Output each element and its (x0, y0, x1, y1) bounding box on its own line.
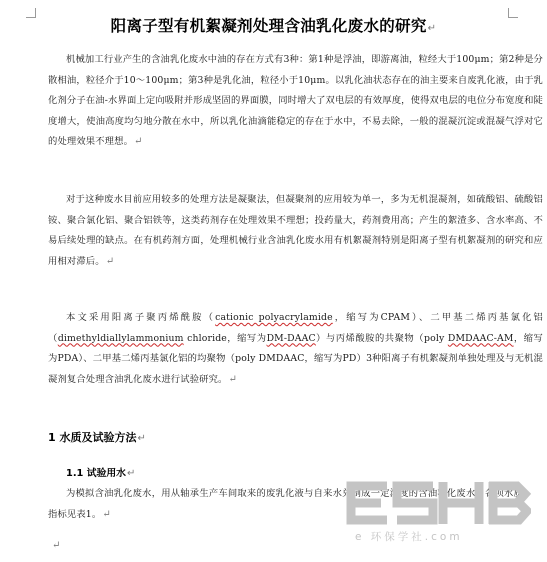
document-title (0, 14, 547, 41)
spell-flagged-term: DMDAAC-AM (447, 332, 514, 344)
return-arrow-icon: ↵ (126, 468, 136, 479)
spell-flagged-term: dimethyldiallylammonium (57, 332, 184, 344)
paragraph-text: ，缩写为PDA）、二甲基二烯丙基氯化铝的均聚物（poly DMDAAC，缩写为PD）3种阳离子有机絮凝剂单独处理及与无机混凝剂复合处理含油乳化废水进行试验研究。 (48, 332, 543, 385)
paragraph-text: 机械加工行业产生的含油乳化废水中油的存在方式有3种：第1种是浮油，即游离油，粒经大于100μm；第2种是分散相油，粒径介于10～100μm；第3种是乳化油，粒径小于10μm。以乳化油状态存在的油主要来自废乳化液，由于乳化剂分子在油-水界面上定向吸附并形成坚固的界面膜，同时增大了双电层的有效厚度，使得双电层的电位分布宽度和陡度增大，使油高度均匀地分散在水中，所以乳化油滴能稳定的存在于水中，不易去除，一般的混凝沉淀或混凝气浮对它的处理效果不理想。 (48, 54, 543, 148)
paragraph-text: 对于这种废水目前应用较多的处理方法是凝聚法，但凝聚剂的应用较为单一，多为无机混凝剂，如硫酸铝、硫酸铝铵、聚合氯化铝、聚合铝铁等，这类药剂存在处理效果不理想；投药量大，药剂费用高；产生的絮渣多、含水率高、不易后续处理的缺点。在有机药剂方面，处理机械行业含油乳化废水用有机絮凝剂特别是阳离子型有机絮凝剂的研究和应用相对滞后。 (48, 194, 543, 267)
paragraph-2 (48, 190, 543, 272)
return-arrow-icon: ↵ (52, 540, 61, 551)
watermark-caption: e 环保学社.com (355, 531, 463, 543)
heading-text: 1 水质及试验方法 (48, 431, 137, 444)
return-arrow-icon: ↵ (102, 508, 111, 520)
spell-flagged-term: cationic polyacrylamide (215, 312, 333, 323)
paragraph-text: ，缩写为CPAM）、二甲基二烯丙基氯化铝（ (48, 312, 544, 344)
paragraph-3 (48, 308, 543, 390)
paragraph-text: ）与丙烯酸胺的共聚物（poly (315, 332, 448, 344)
paragraph-4 (48, 484, 523, 525)
paragraph-text: 为模拟含油乳化废水，用从轴承生产车间取来的废乳化液与自来水兑制成一定浓度的含油乳化废水，各项水质指标见表1。 (48, 488, 523, 520)
return-arrow-icon: ↵ (137, 433, 146, 444)
return-arrow-icon: ↵ (228, 373, 238, 385)
paragraph-text: chloride，缩写为 (183, 332, 267, 344)
return-arrow-icon: ↵ (105, 255, 115, 267)
return-arrow-icon: ↵ (134, 136, 143, 148)
paragraph-1 (48, 50, 543, 153)
section-heading (48, 428, 146, 449)
subsection-heading (66, 465, 135, 483)
heading-text: 1.1 试验用水 (66, 468, 126, 479)
return-arrow-icon: ↵ (427, 23, 437, 34)
title-text: 阳离子型有机絮凝剂处理含油乳化废水的研究 (110, 17, 427, 35)
spell-flagged-term: DM-DAAC (266, 332, 316, 344)
paragraph-text: 本文采用阳离子聚丙烯酰胺（ (66, 312, 216, 323)
